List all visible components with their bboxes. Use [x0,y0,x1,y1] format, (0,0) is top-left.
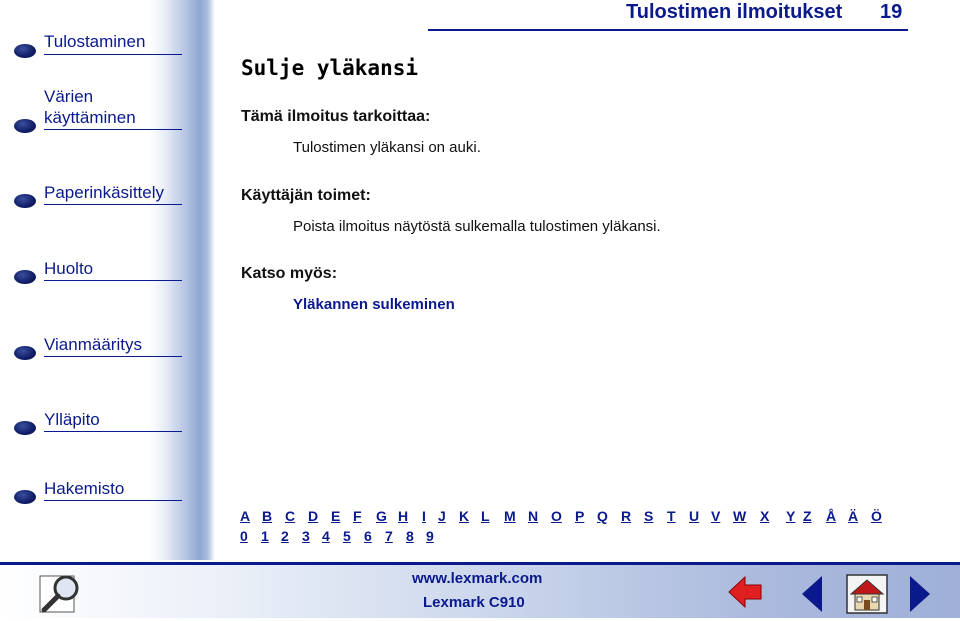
nav-underline [44,356,182,357]
index-digit-link[interactable]: 6 [364,528,372,544]
nav-underline [44,431,182,432]
page-number: 19 [880,1,903,23]
nav-label: Hakemisto [44,479,125,498]
index-letter-link[interactable]: A [240,508,251,524]
index-letter-link[interactable]: R [621,508,632,524]
index-letter-link[interactable]: I [422,508,426,524]
nav-label: Huolto [44,259,94,278]
index-digit-link[interactable]: 2 [281,528,289,544]
index-digit-link[interactable]: 0 [240,528,248,544]
index-digit-link[interactable]: 5 [343,528,351,544]
nav-underline [44,280,182,281]
index-letter-link[interactable]: N [528,508,539,524]
sidebar-nav [0,0,215,560]
index-letter-link[interactable]: F [353,508,362,524]
index-letter-link[interactable]: Ö [871,508,882,524]
index-letter-link[interactable]: X [760,508,770,524]
bullet-icon [14,44,36,58]
header-divider [428,29,908,31]
nav-underline [44,204,182,205]
index-digit-link[interactable]: 9 [426,528,434,544]
index-letter-link[interactable]: O [551,508,562,524]
index-letter-link[interactable]: D [308,508,319,524]
index-letter-link[interactable]: P [575,508,585,524]
index-digit-link[interactable]: 3 [302,528,310,544]
index-letter-link[interactable]: J [438,508,446,524]
nav-label: Vianmääritys [44,335,142,354]
nav-underline [44,500,182,501]
index-letter-link[interactable]: Å [826,508,837,524]
nav-underline [44,129,182,130]
index-digit-link[interactable]: 8 [406,528,414,544]
index-letter-link[interactable]: V [711,508,721,524]
index-letter-link[interactable]: B [262,508,273,524]
nav-label: käyttäminen [44,108,136,127]
bullet-icon [14,421,36,435]
see-also-heading: Katso myös: [241,265,338,282]
index-letter-link[interactable]: E [331,508,341,524]
index-letter-link[interactable]: Y [786,508,796,524]
bullet-icon [14,270,36,284]
section-title: Tulostimen ilmoitukset [626,1,843,23]
footer-url[interactable]: www.lexmark.com [412,570,543,587]
previous-page-icon[interactable] [800,574,824,614]
index-letter-link[interactable]: T [667,508,676,524]
bullet-icon [14,194,36,208]
next-page-icon[interactable] [908,574,932,614]
see-also-link[interactable]: Yläkannen sulkeminen [293,296,455,313]
nav-label: Ylläpito [44,410,100,429]
index-letter-link[interactable]: H [398,508,409,524]
index-letter-link[interactable]: G [376,508,387,524]
search-icon[interactable] [38,572,86,616]
index-digit-link[interactable]: 4 [322,528,330,544]
home-icon[interactable] [846,574,888,614]
back-arrow-icon[interactable] [727,574,763,610]
footer-product: Lexmark C910 [423,594,525,611]
meaning-text: Tulostimen yläkansi on auki. [293,139,481,156]
bullet-icon [14,490,36,504]
index-letter-link[interactable]: U [689,508,700,524]
meaning-heading: Tämä ilmoitus tarkoittaa: [241,108,431,125]
nav-underline [44,54,182,55]
index-letter-link[interactable]: S [644,508,654,524]
index-letter-link[interactable]: Z [803,508,812,524]
bullet-icon [14,346,36,360]
nav-label: Paperinkäsittely [44,183,165,202]
nav-label: Värien [44,87,94,106]
footer-divider [0,562,960,565]
action-text: Poista ilmoitus näytöstä sulkemalla tulostimen yläkansi. [293,218,661,235]
nav-label: Tulostaminen [44,32,146,51]
index-letter-link[interactable]: L [481,508,490,524]
bullet-icon [14,119,36,133]
action-heading: Käyttäjän toimet: [241,187,371,204]
index-letter-link[interactable]: C [285,508,296,524]
index-digit-link[interactable]: 1 [261,528,269,544]
index-digit-link[interactable]: 7 [385,528,393,544]
index-letter-link[interactable]: Ä [848,508,859,524]
index-letter-link[interactable]: Q [597,508,608,524]
page-title: Sulje yläkansi [241,56,419,80]
index-letter-link[interactable]: K [459,508,470,524]
index-letter-link[interactable]: M [504,508,516,524]
index-letter-link[interactable]: W [733,508,747,524]
